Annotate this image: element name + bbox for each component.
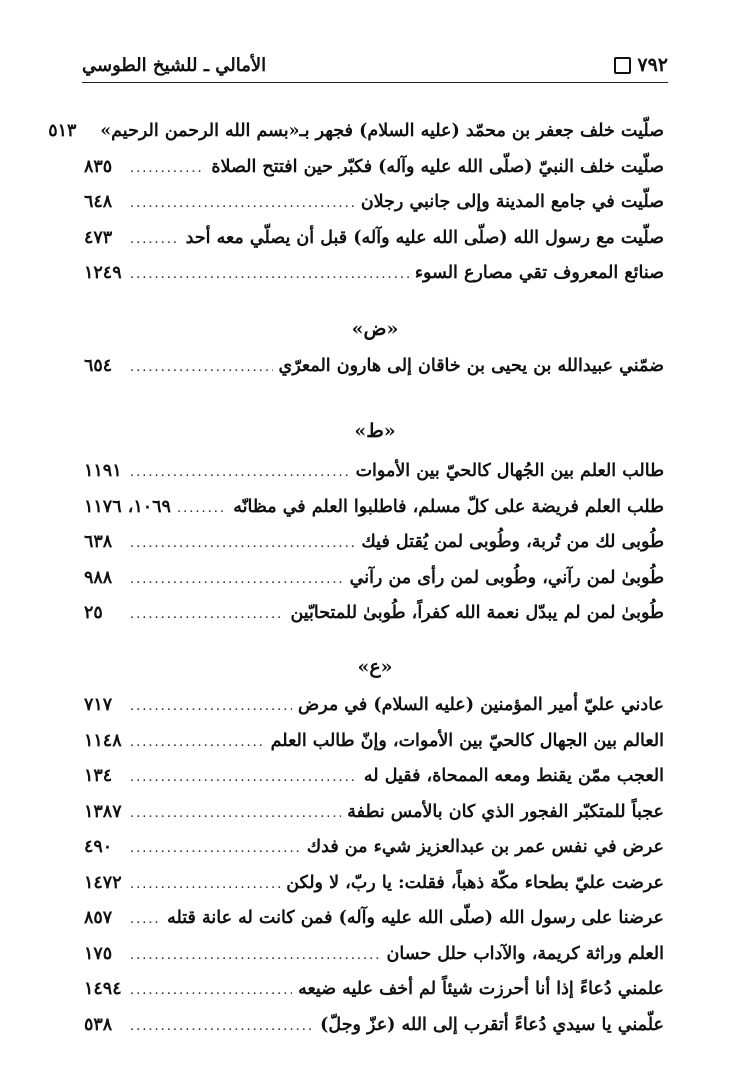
entry-page: ٤٧٣ <box>84 227 113 248</box>
index-entry <box>84 256 664 292</box>
entry-text: عجباً للمتكبّر الفجور الذي كان بالأمس نطفة <box>347 801 664 822</box>
index-entry <box>84 454 664 490</box>
entry-text: طالب العلم بين الجُهال كالحيّ بين الأموات <box>355 461 664 481</box>
dot-leader <box>130 1009 314 1045</box>
index-entry <box>84 688 664 724</box>
dot-leader <box>130 186 355 222</box>
dot-leader <box>130 350 273 386</box>
index-entry <box>84 724 664 760</box>
index-section-ain <box>84 688 664 1043</box>
entry-page: ٥١٣ <box>48 121 77 141</box>
index-section-ta <box>84 454 664 632</box>
index-entry <box>84 759 664 795</box>
square-bullet-icon <box>614 57 631 74</box>
entry-text: طُوبىٰ لمن لم يبدّل نعمة الله كفراً، طُوبىٰ للمتحابّين <box>290 603 664 623</box>
page-number: ٧٩٢ <box>637 54 668 76</box>
entry-page: ٦٥٤ <box>84 356 113 376</box>
entry-page: ١٧٥ <box>84 943 113 964</box>
dot-leader <box>130 796 341 832</box>
entry-page: ٩٨٨ <box>84 567 113 588</box>
letter-heading-dad: «ض» <box>351 318 399 340</box>
dot-leader <box>130 455 350 491</box>
index-entry <box>84 795 664 831</box>
index-section-sad <box>48 114 664 292</box>
entry-text: العالم بين الجهال كالحيّ بين الأموات، وإنّ طالب العلم <box>270 730 664 751</box>
dot-leader <box>130 151 205 187</box>
dot-leader <box>130 831 301 867</box>
page-number-group <box>614 54 668 76</box>
index-entry <box>84 349 664 385</box>
index-entry <box>48 114 664 150</box>
entry-page: ١٣٨٧ <box>84 801 122 822</box>
entry-text: عرض في نفس عمر بن عبدالعزيز شيء من فدك <box>306 837 664 857</box>
letter-heading-ta: «ط» <box>354 420 396 442</box>
entry-text: عرضت عليّ بطحاء مكّة ذهباً، فقلت: يا ربّ، لا ولكن <box>286 872 664 893</box>
index-entry <box>84 901 664 937</box>
entry-page: ٢٥ <box>84 603 103 623</box>
entry-page: ١١٤٨ <box>84 730 122 751</box>
index-entry <box>84 937 664 973</box>
entry-text: صلّيت في جامع المدينة وإلى جانبي رجلان <box>360 192 664 212</box>
entry-page: ٤٩٠ <box>84 837 113 857</box>
dot-leader <box>130 867 280 903</box>
entry-page: ٨٣٥ <box>84 156 113 177</box>
entry-page: ٥٣٨ <box>84 1014 113 1035</box>
index-entry <box>84 561 664 597</box>
index-entry <box>84 490 664 526</box>
index-entry <box>84 1008 664 1044</box>
entry-text: طُوبىٰ لمن رآني، وطُوبى لمن رأى من رآني <box>349 567 664 588</box>
dot-leader <box>130 725 265 761</box>
entry-text: صلّيت مع رسول الله (صلّى الله عليه وآله) قبل أن يصلّي معه أحد <box>185 227 664 248</box>
entry-text: عرضنا على رسول الله (صلّى الله عليه وآله) فمن كانت له عانة قتله <box>167 908 664 928</box>
entry-text: صنائع المعروف تقي مصارع السوء <box>414 263 664 283</box>
entry-text: العجب ممّن يقنط ومعه الممحاة، فقيل له <box>363 766 664 786</box>
dot-leader <box>130 257 409 293</box>
book-title: الأمالي ـ للشيخ الطوسي <box>82 54 267 76</box>
dot-leader <box>177 491 227 527</box>
dot-leader <box>130 526 355 562</box>
page-header <box>82 48 668 83</box>
entry-page: ٨٥٧ <box>84 908 113 928</box>
dot-leader <box>130 562 344 598</box>
index-entry <box>84 972 664 1008</box>
index-entry <box>84 150 664 186</box>
letter-heading-ain: «ع» <box>357 656 393 678</box>
entry-text: عادني عليّ أمير المؤمنين (عليه السلام) في مرض <box>298 695 664 715</box>
index-entry <box>84 596 664 632</box>
index-entry <box>84 866 664 902</box>
entry-text: طلب العلم فريضة على كلّ مسلم، فاطلبوا العلم في مظانّه <box>233 496 664 517</box>
dot-leader <box>130 973 292 1009</box>
index-section-dad <box>84 349 664 385</box>
entry-text: صلّيت خلف جعفر بن محمّد (عليه السلام) فجهر بـ«بسم الله الرحمن الرحيم» <box>100 121 664 141</box>
entry-page: ٦٣٨ <box>84 532 113 552</box>
index-entry <box>84 185 664 221</box>
dot-leader <box>130 689 292 725</box>
index-entry <box>84 221 664 257</box>
entry-page: ٦٤٨ <box>84 192 113 212</box>
entry-page: ١١٩١ <box>84 461 122 481</box>
dot-leader <box>130 760 358 796</box>
entry-page: ١٣٤ <box>84 766 113 786</box>
entry-text: علمني دُعاءً إذا أنا أحرزت شيئاً لم أخف عليه ضيعه <box>298 979 664 999</box>
entry-text: العلم وراثة كريمة، والآداب حلل حسان <box>386 943 664 964</box>
entry-text: ضمّني عبيدالله بن يحيى بن خاقان إلى هارون المعرّي <box>278 356 664 376</box>
entry-page: ١٤٩٤ <box>84 979 122 999</box>
dot-leader <box>130 902 161 938</box>
dot-leader <box>130 597 284 633</box>
entry-page: ٧١٧ <box>84 695 113 715</box>
entry-page: ١٤٧٢ <box>84 872 122 893</box>
index-entry <box>84 525 664 561</box>
dot-leader <box>130 938 381 974</box>
entry-text: علّمني يا سيدي دُعاءً أتقرب إلى الله (عزّ وجلّ) <box>320 1014 664 1035</box>
dot-leader <box>130 222 180 258</box>
entry-page: ١٢٤٩ <box>84 263 122 283</box>
index-entry <box>84 830 664 866</box>
entry-text: صلّيت خلف النبيّ (صلّى الله عليه وآله) فكبّر حين افتتح الصلاة <box>211 156 664 177</box>
entry-page: ١٠٦٩، ١١٧٦ <box>84 496 171 517</box>
entry-text: طُوبى لك من تُربة، وطُوبى لمن يُقتل فيك <box>361 532 664 552</box>
